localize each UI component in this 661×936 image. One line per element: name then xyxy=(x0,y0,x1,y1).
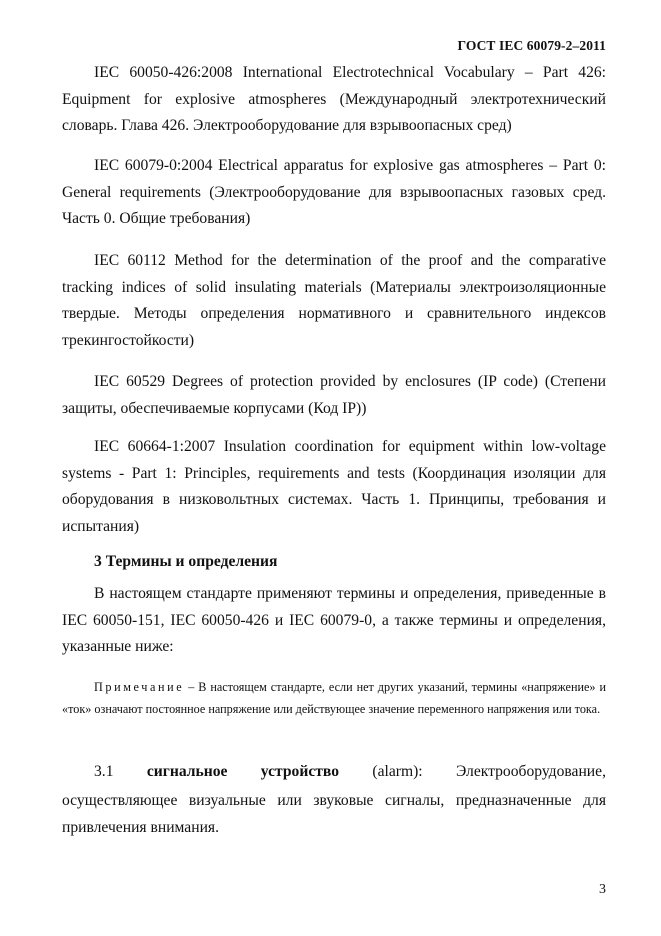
reference-iec-60664-1: IEC 60664-1:2007 Insulation coordination for equipment within low-voltage systems - Part 1: Principles, requirements and tests (Координация изоляции для оборудования в низковольтных системах. Часть 1. Принципы, требования и испытания) xyxy=(62,438,606,535)
term-number: 3.1 xyxy=(94,763,114,780)
reference-iec-60050-426: IEC 60050-426:2008 International Electrotechnical Vocabulary – Part 426: Equipment for explosive atmospheres (Международный электротехнический словарь. Глава 426. Электрооборудование для взрывоопасных сред) xyxy=(62,64,606,134)
reference-iec-60079-0: IEC 60079-0:2004 Electrical apparatus for explosive gas atmospheres – Part 0: General requirements (Электрооборудование для взрывоопасных газовых сред. Часть 0. Общие требования) xyxy=(62,157,606,227)
page-number: 3 xyxy=(599,882,606,897)
note-text: – В настоящем стандарте, если нет других указаний, термины «напряжение» и «ток» означают постоянное напряжение или действующее значение переменного напряжения или тока. xyxy=(62,680,606,716)
term-definition-start: Электрооборудование, xyxy=(455,763,606,780)
term-word-2: устройство xyxy=(260,763,340,780)
standard-code-header: ГОСТ IEC 60079-2–2011 xyxy=(457,38,606,53)
reference-iec-60529: IEC 60529 Degrees of protection provided by enclosures (IP code) (Степени защиты, обеспечиваемые корпусами (Код IP)) xyxy=(62,373,606,417)
section-heading: 3 Термины и определения xyxy=(94,553,278,570)
term-word-1: сигнальное xyxy=(146,763,228,780)
term-definition-continuation: осуществляющее визуальные или звуковые сигналы, предназначенные для привлечения внимания. xyxy=(62,792,606,836)
note-block xyxy=(62,676,606,720)
section-intro: В настоящем стандарте применяют термины и определения, приведенные в IEC 60050-151, IEC 60050-426 и IEC 60079-0, а также термины и определения, указанные ниже: xyxy=(62,585,606,655)
note-label: Примечание xyxy=(94,680,185,694)
term-definition-line xyxy=(94,763,606,781)
term-english: (alarm): xyxy=(372,763,423,780)
reference-iec-60112: IEC 60112 Method for the determination of the proof and the comparative tracking indices of solid insulating materials (Материалы электроизоляционные твердые. Методы определения нормативного и сравнительного индексов трекингостойкости) xyxy=(62,252,606,349)
